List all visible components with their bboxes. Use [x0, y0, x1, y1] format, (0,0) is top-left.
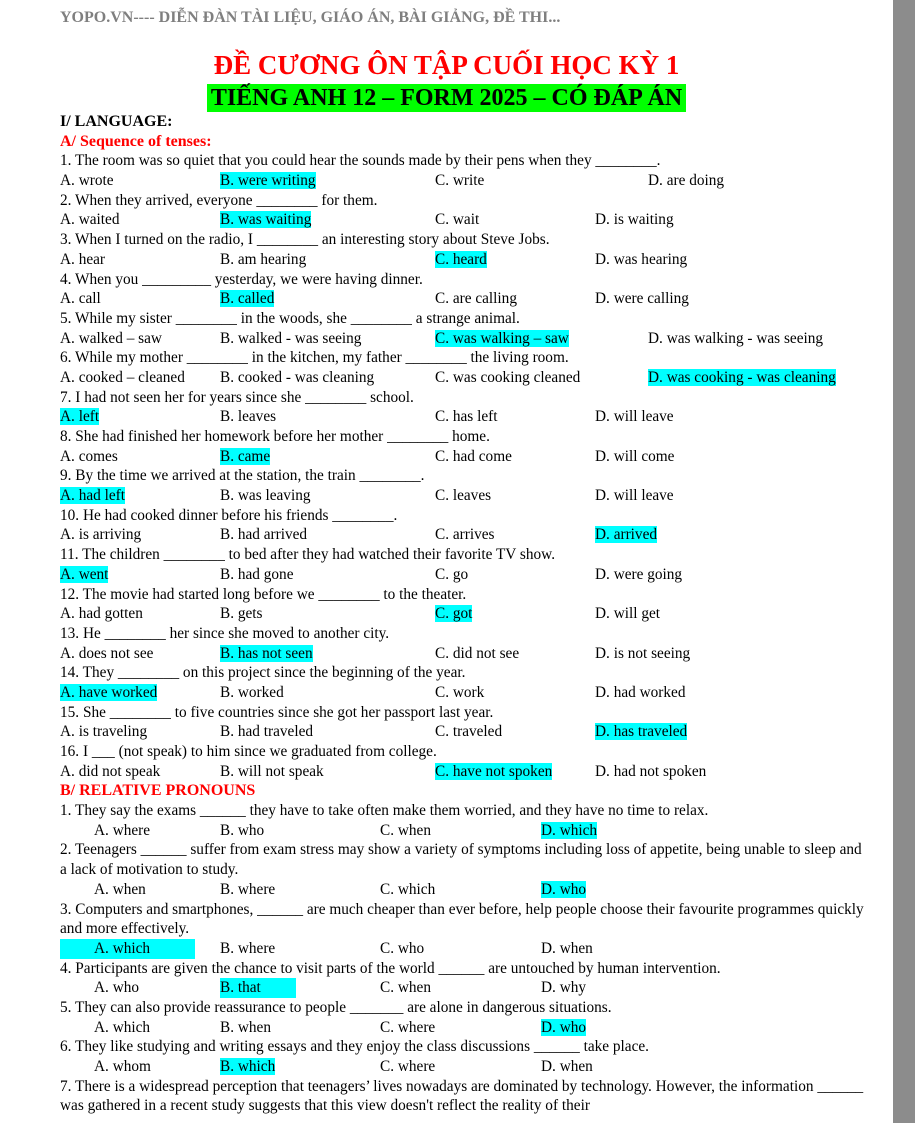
- answer-option: [595, 683, 685, 703]
- option-label: C. where: [380, 1018, 436, 1036]
- answer-option: [60, 762, 160, 782]
- answer-option: [220, 1057, 275, 1077]
- options-row: [60, 368, 870, 388]
- answer-option: [435, 250, 487, 270]
- option-label: B. were writing: [220, 172, 316, 190]
- answer-option: [435, 289, 517, 309]
- answer-option: [60, 447, 118, 467]
- option-label: B. which: [220, 1058, 276, 1076]
- option-label: B. had gone: [220, 565, 294, 583]
- answer-option: [220, 683, 284, 703]
- options-row: [60, 939, 870, 959]
- answer-option: [541, 939, 593, 959]
- option-label: A. which: [94, 939, 151, 957]
- part-b-heading: B/ RELATIVE PRONOUNS: [60, 782, 256, 800]
- answer-option: [435, 486, 491, 506]
- answer-option: [220, 329, 361, 349]
- answer-option: [435, 722, 502, 742]
- document-body: [60, 112, 870, 1116]
- answer-option: [595, 486, 674, 506]
- answer-option: [541, 1057, 593, 1077]
- answer-option: [435, 644, 519, 664]
- option-label: B. worked: [220, 683, 284, 701]
- option-label: C. leaves: [435, 487, 492, 505]
- option-label: B. am hearing: [220, 250, 307, 268]
- answer-option: [94, 1057, 151, 1077]
- options-row: [60, 683, 870, 703]
- answer-option: [380, 821, 431, 841]
- option-label: D. has traveled: [595, 723, 688, 741]
- option-label: D. were going: [595, 565, 683, 583]
- option-label: A. is traveling: [60, 723, 148, 741]
- options-row: [60, 978, 870, 998]
- option-label: A. wrote: [60, 172, 114, 190]
- option-label: C. write: [435, 172, 485, 190]
- option-label: C. wait: [435, 211, 480, 229]
- question-text: 1. They say the exams ______ they have to take often make them worried, and they have no time to relax.: [60, 802, 709, 820]
- answer-option: [94, 880, 146, 900]
- option-label: C. go: [435, 565, 469, 583]
- site-header: YOPO.VN---- DIỄN ĐÀN TÀI LIỆU, GIÁO ÁN, BÀI GIẢNG, ĐỀ THI...: [60, 9, 561, 26]
- option-label: D. is waiting: [595, 211, 674, 229]
- option-label: A. left: [60, 408, 100, 426]
- answer-option: [595, 722, 687, 742]
- answer-option: [220, 407, 276, 427]
- options-row: [60, 171, 870, 191]
- option-label: D. will come: [595, 447, 675, 465]
- option-label: B. where: [220, 880, 276, 898]
- option-label: D. why: [541, 979, 587, 997]
- answer-option: [541, 978, 586, 998]
- answer-option: [94, 1018, 150, 1038]
- answer-option: [595, 604, 660, 624]
- option-label: C. heard: [435, 250, 487, 268]
- option-label: D. had worked: [595, 683, 686, 701]
- option-label: B. came: [220, 447, 271, 465]
- option-label: D. were calling: [595, 290, 689, 308]
- option-label: B. was leaving: [220, 487, 311, 505]
- answer-option: [220, 525, 307, 545]
- options-row: [60, 447, 870, 467]
- option-label: C. work: [435, 683, 485, 701]
- options-row: [60, 821, 870, 841]
- answer-option: [595, 525, 657, 545]
- answer-option: [60, 250, 105, 270]
- answer-option: [60, 407, 99, 427]
- option-label: C. was walking – saw: [435, 329, 569, 347]
- option-label: D. was hearing: [595, 250, 688, 268]
- question-text: 5. They can also provide reassurance to people _______ are alone in dangerous situations.: [60, 998, 612, 1016]
- option-label: D. was cooking - was cleaning: [648, 368, 836, 386]
- answer-option: [220, 762, 324, 782]
- option-label: B. walked - was seeing: [220, 329, 362, 347]
- question-text: 11. The children ________ to bed after they had watched their favorite TV show.: [60, 546, 556, 564]
- option-label: A. who: [94, 979, 140, 997]
- option-label: D. are doing: [648, 172, 725, 190]
- option-label: A. have worked: [60, 683, 158, 701]
- question-text: 7. There is a widespread perception that teenagers’ lives nowadays are dominated by technology. However, the information ______ was gathered in a recent study suggests that this view doesn't reflect the reality of their: [60, 1077, 864, 1115]
- options-row: [60, 722, 870, 742]
- answer-option: [435, 210, 479, 230]
- options-row: [60, 565, 870, 585]
- option-label: A. is arriving: [60, 526, 142, 544]
- answer-option: [648, 329, 823, 349]
- question-text: 7. I had not seen her for years since she ________ school.: [60, 388, 414, 406]
- option-label: B. leaves: [220, 408, 277, 426]
- option-label: D. arrived: [595, 526, 658, 544]
- option-label: A. call: [60, 290, 101, 308]
- question-text: 3. Computers and smartphones, ______ are much cheaper than ever before, help people choose their favourite programmes quickly and more effectively.: [60, 900, 864, 938]
- option-label: B. had arrived: [220, 526, 308, 544]
- answer-option: [220, 722, 313, 742]
- answer-option: [220, 210, 311, 230]
- options-row: [60, 329, 870, 349]
- question-text: 10. He had cooked dinner before his friends ________.: [60, 506, 398, 524]
- question-text: 4. Participants are given the chance to visit parts of the world ______ are untouched by human intervention.: [60, 959, 721, 977]
- option-label: A. when: [94, 880, 146, 898]
- option-label: C. when: [380, 821, 431, 839]
- question-text: 8. She had finished her homework before her mother ________ home.: [60, 428, 490, 445]
- answer-option: [60, 565, 108, 585]
- question-text: 15. She ________ to five countries since she got her passport last year.: [60, 703, 494, 721]
- options-row: [60, 1018, 870, 1038]
- section-heading: I/ LANGUAGE:: [60, 113, 173, 130]
- document-subtitle-wrap: [0, 84, 893, 112]
- answer-option: [60, 289, 101, 309]
- answer-option: [60, 604, 143, 624]
- window-background: [893, 0, 915, 1123]
- option-label: A. cooked – cleaned: [60, 368, 185, 386]
- answer-option: [435, 683, 484, 703]
- answer-option: [220, 368, 374, 388]
- question-text: 6. While my mother ________ in the kitchen, my father ________ the living room.: [60, 349, 569, 367]
- answer-option: [60, 171, 114, 191]
- answer-option: [60, 722, 147, 742]
- option-label: A. which: [94, 1018, 151, 1036]
- question-text: 3. When I turned on the radio, I ________ an interesting story about Steve Jobs.: [60, 231, 550, 249]
- answer-option: [60, 525, 141, 545]
- answer-option: [435, 447, 512, 467]
- option-label: C. where: [380, 1058, 436, 1076]
- answer-option: [60, 329, 162, 349]
- answer-option: [595, 289, 689, 309]
- options-row: [60, 525, 870, 545]
- answer-option: [595, 447, 674, 467]
- option-label: C. have not spoken: [435, 762, 553, 780]
- answer-option: [380, 880, 435, 900]
- answer-option: [220, 171, 316, 191]
- option-label: B. had traveled: [220, 723, 314, 741]
- option-label: D. who: [541, 880, 587, 898]
- answer-option: [220, 1018, 271, 1038]
- answer-option: [595, 762, 706, 782]
- answer-option: [220, 447, 270, 467]
- part-b-questions: [60, 801, 870, 1116]
- question-text: 14. They ________ on this project since the beginning of the year.: [60, 664, 466, 682]
- option-label: B. who: [220, 821, 265, 839]
- answer-option: [60, 683, 157, 703]
- answer-option: [435, 368, 580, 388]
- option-label: B. that: [220, 979, 261, 997]
- option-label: A. went: [60, 565, 109, 583]
- answer-option: [541, 880, 586, 900]
- option-label: D. which: [541, 821, 598, 839]
- answer-option: [60, 486, 125, 506]
- option-label: C. arrives: [435, 526, 495, 544]
- options-row: [60, 644, 870, 664]
- question-text: 5. While my sister ________ in the woods, she ________ a strange animal.: [60, 309, 520, 327]
- answer-option: [435, 171, 484, 191]
- answer-option: [220, 821, 264, 841]
- option-label: D. who: [541, 1018, 587, 1036]
- answer-option: [220, 604, 263, 624]
- option-label: B. where: [220, 939, 276, 957]
- answer-option: [220, 978, 296, 998]
- options-row: [60, 250, 870, 270]
- option-label: B. will not speak: [220, 762, 324, 780]
- answer-option: [60, 644, 153, 664]
- answer-option: [541, 1018, 586, 1038]
- option-label: B. gets: [220, 605, 263, 623]
- answer-option: [435, 525, 494, 545]
- answer-option: [60, 210, 119, 230]
- answer-option: [60, 939, 195, 959]
- option-label: A. does not see: [60, 644, 154, 662]
- option-label: D. when: [541, 1058, 593, 1076]
- option-label: C. has left: [435, 408, 498, 426]
- option-label: D. when: [541, 939, 593, 957]
- answer-option: [94, 978, 139, 998]
- answer-option: [220, 880, 275, 900]
- answer-option: [380, 1018, 435, 1038]
- option-label: B. called: [220, 290, 275, 308]
- answer-option: [595, 644, 690, 664]
- answer-option: [435, 329, 569, 349]
- document-title: ĐỀ CƯƠNG ÔN TẬP CUỐI HỌC KỲ 1: [213, 50, 680, 80]
- option-label: A. did not speak: [60, 762, 161, 780]
- options-row: [60, 1057, 870, 1077]
- option-label: D. had not spoken: [595, 762, 707, 780]
- answer-option: [220, 939, 275, 959]
- question-text: 13. He ________ her since she moved to another city.: [60, 624, 390, 642]
- question-text: 9. By the time we arrived at the station, the train ________.: [60, 467, 425, 485]
- question-text: 2. Teenagers ______ suffer from exam stress may show a variety of symptoms including loss of appetite, being unable to sleep and a lack of motivation to study.: [60, 841, 862, 879]
- option-label: B. was waiting: [220, 211, 312, 229]
- answer-option: [435, 604, 472, 624]
- answer-option: [595, 250, 687, 270]
- option-label: D. will get: [595, 605, 661, 623]
- option-label: C. had come: [435, 447, 512, 465]
- part-a-heading: A/ Sequence of tenses:: [60, 132, 212, 150]
- options-row: [60, 762, 870, 782]
- option-label: C. which: [380, 880, 436, 898]
- answer-option: [648, 368, 836, 388]
- option-label: D. will leave: [595, 487, 674, 505]
- options-row: [60, 289, 870, 309]
- question-text: 2. When they arrived, everyone ________ for them.: [60, 191, 378, 209]
- answer-option: [220, 486, 311, 506]
- answer-option: [595, 210, 674, 230]
- answer-option: [380, 978, 431, 998]
- option-label: C. who: [380, 939, 425, 957]
- options-row: [60, 407, 870, 427]
- option-label: A. comes: [60, 447, 118, 465]
- question-text: 6. They like studying and writing essays and they enjoy the class discussions ______ take place.: [60, 1038, 649, 1056]
- option-label: B. when: [220, 1018, 271, 1036]
- option-label: A. where: [94, 821, 151, 839]
- answer-option: [541, 821, 597, 841]
- option-label: A. whom: [94, 1058, 151, 1076]
- question-text: 4. When you _________ yesterday, we were having dinner.: [60, 270, 423, 288]
- options-row: [60, 486, 870, 506]
- part-a-questions: [60, 151, 870, 781]
- options-row: [60, 604, 870, 624]
- option-label: D. was walking - was seeing: [648, 329, 824, 347]
- question-text: 1. The room was so quiet that you could hear the sounds made by their pens when they ________.: [60, 152, 661, 170]
- answer-option: [435, 565, 468, 585]
- answer-option: [220, 644, 313, 664]
- option-label: C. traveled: [435, 723, 503, 741]
- answer-option: [435, 762, 552, 782]
- option-label: D. is not seeing: [595, 644, 691, 662]
- option-label: D. will leave: [595, 408, 674, 426]
- answer-option: [60, 368, 185, 388]
- answer-option: [220, 250, 306, 270]
- answer-option: [435, 407, 497, 427]
- option-label: A. had gotten: [60, 605, 143, 623]
- answer-option: [220, 289, 274, 309]
- option-label: C. was cooking cleaned: [435, 368, 581, 386]
- answer-option: [648, 171, 724, 191]
- option-label: C. did not see: [435, 644, 520, 662]
- option-label: A. walked – saw: [60, 329, 162, 347]
- option-label: C. when: [380, 979, 431, 997]
- option-label: B. has not seen: [220, 644, 313, 662]
- option-label: B. cooked - was cleaning: [220, 368, 375, 386]
- option-label: C. are calling: [435, 290, 517, 308]
- answer-option: [380, 1057, 435, 1077]
- question-text: 16. I ___ (not speak) to him since we graduated from college.: [60, 743, 437, 760]
- answer-option: [94, 821, 150, 841]
- answer-option: [380, 939, 424, 959]
- option-label: A. had left: [60, 487, 125, 505]
- question-text: 12. The movie had started long before we ________ to the theater.: [60, 585, 467, 603]
- options-row: [60, 210, 870, 230]
- answer-option: [595, 565, 682, 585]
- option-label: A. waited: [60, 211, 120, 229]
- document-subtitle: TIẾNG ANH 12 – FORM 2025 – CÓ ĐÁP ÁN: [207, 84, 686, 112]
- answer-option: [595, 407, 674, 427]
- option-label: C. got: [435, 605, 473, 623]
- options-row: [60, 880, 870, 900]
- option-label: A. hear: [60, 250, 106, 268]
- answer-option: [220, 565, 294, 585]
